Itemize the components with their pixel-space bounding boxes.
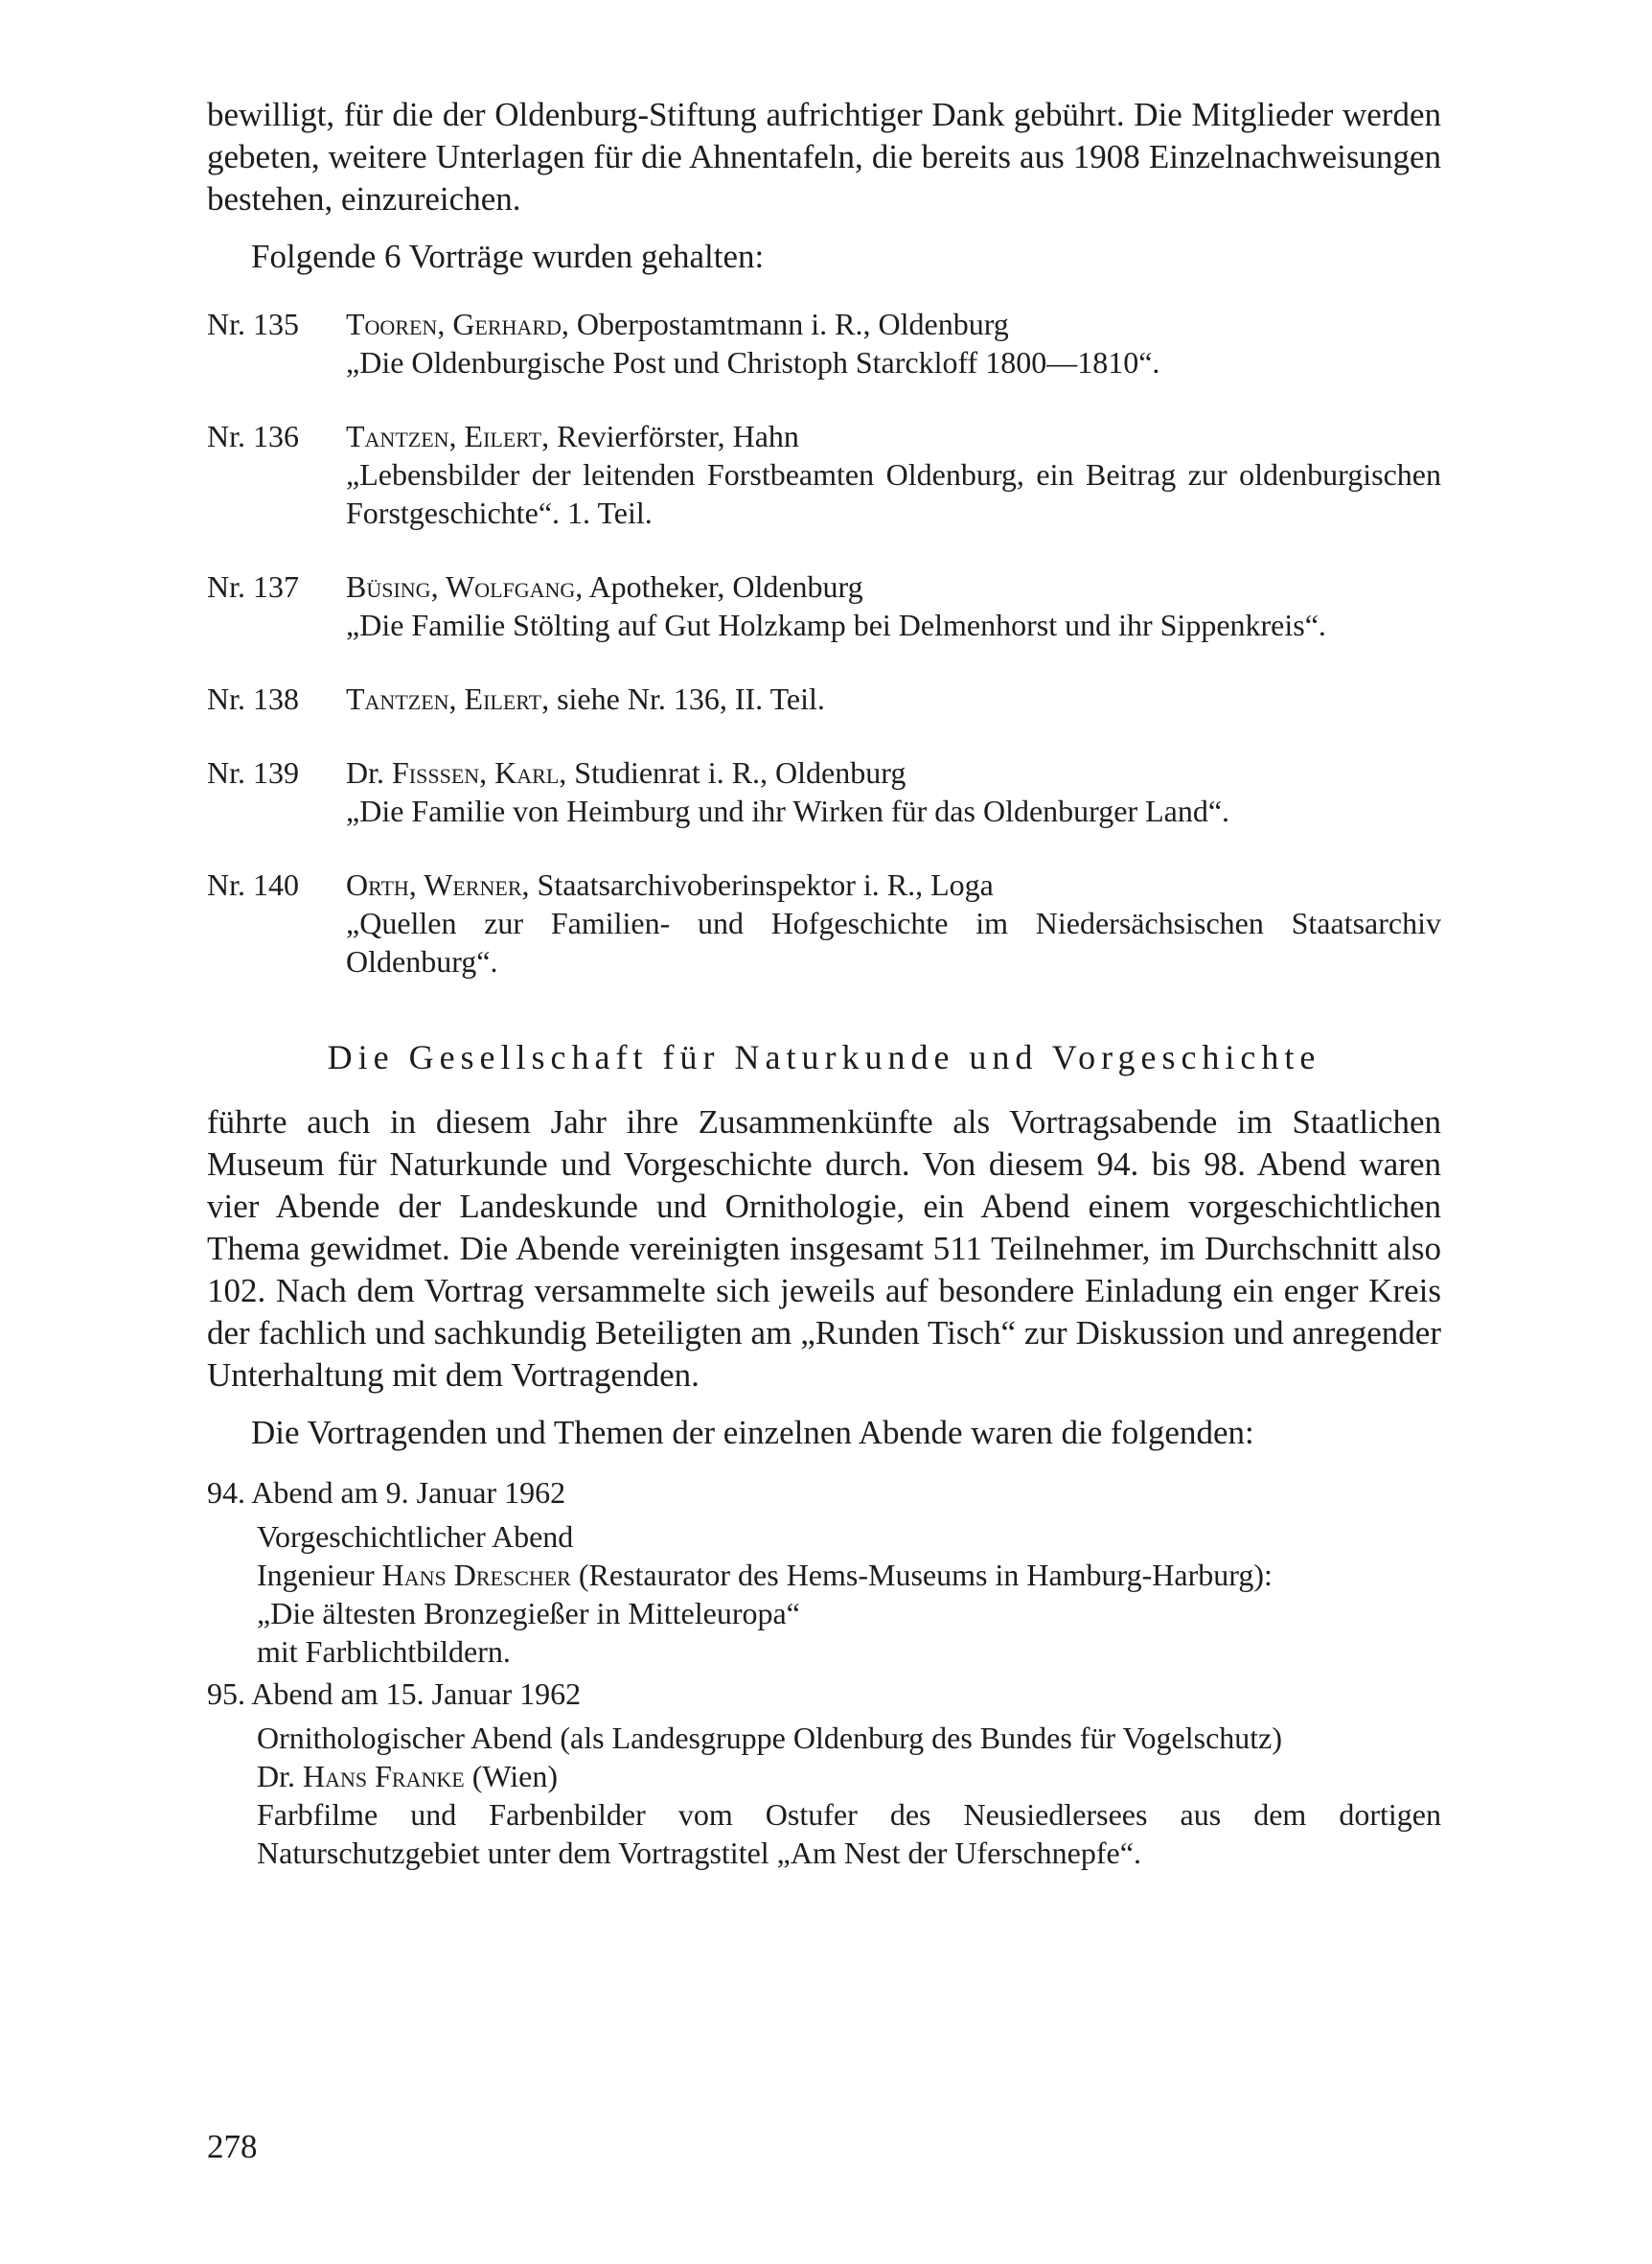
speaker-details: Staatsarchivoberinspektor i. R., Loga [529,867,994,902]
evening-list [207,1473,1441,1872]
lecture-item [207,305,1441,381]
lecture-title: „Quellen zur Familien- und Hofgeschichte im Niedersächsischen Staatsarchiv Oldenburg“. [346,906,1441,979]
evening-kind: Ornithologischer Abend (als Landesgruppe Oldenburg des Bundes für Vogelschutz) [257,1721,1283,1755]
evening-note: mit Farblichtbildern. [257,1634,511,1669]
section-heading: Die Gesellschaft für Naturkunde und Vorgeschichte [327,1038,1321,1076]
lecture-speaker [346,866,1441,904]
evening-note: Farbfilme und Farbenbilder vom Ostufer des Neusiedlersees aus dem dortigen Naturschutzgebiet unter dem Vortragstitel „Am Nest der Uferschnepfe“. [257,1797,1441,1870]
section-paragraph: führte auch in diesem Jahr ihre Zusammenkünfte als Vortragsabende im Staatlichen Museum für Naturkunde und Vorgeschichte durch. Von diesem 94. bis 98. Abend waren vier Abende der Landeskunde und Ornithologie, ein Abend einem vorgeschichtlichen Thema gewidmet. Die Abende vereinigten insgesamt 511 Teilnehmer, im Durchschnitt also 102. Nach dem Vortrag versammelte sich jeweils auf besondere Einladung ein enger Kreis der fachlich und sachkundig Beteiligten am „Runden Tisch“ zur Diskussion und anregender Unterhaltung mit dem Vortragenden. [207,1103,1441,1394]
speaker-name: Fisssen, Karl, [392,755,567,790]
speaker-name: Büsing, Wolfgang, [346,569,584,604]
lecture-speaker [346,305,1441,343]
evening-heading: 95. Abend am 15. Januar 1962 [207,1676,582,1711]
speaker-name: Orth, Werner, [346,867,530,902]
lecture-title: „Die Oldenburgische Post und Christoph Starckloff 1800—1810“. [346,345,1160,380]
lecture-item [207,866,1441,981]
speaker-prefix: Ingenieur [257,1558,382,1592]
lecture-title: „Die Familie Stölting auf Gut Holzkamp bei Delmenhorst und ihr Sippenkreis“. [346,608,1326,642]
lecture-title: „Lebensbilder der leitenden Forstbeamten Oldenburg, ein Beitrag zur oldenburgischen Forstgeschichte“. 1. Teil. [346,457,1441,530]
speaker-name: Hans Franke [303,1759,465,1793]
speaker-details: Apotheker, Oldenburg [583,569,863,604]
evenings-intro: Die Vortragenden und Themen der einzelnen Abende waren die folgenden: [251,1414,1254,1451]
lecture-number: Nr. 139 [207,755,299,790]
speaker-prefix: Dr. [346,755,392,790]
speaker-name: Tooren, Gerhard, [346,307,569,341]
evening-item [207,1675,1441,1872]
lecture-item [207,753,1441,830]
speaker-name: Tantzen, Eilert, [346,419,550,453]
lecture-item [207,417,1441,532]
page-content [207,94,1441,1876]
speaker-details: Oberpostamtmann i. R., Oldenburg [568,307,1009,341]
lecture-number: Nr. 140 [207,867,299,902]
lecture-item [207,680,1441,718]
lecture-title: „Die Familie von Heimburg und ihr Wirken für das Oldenburger Land“. [346,794,1230,828]
speaker-name: Hans Drescher [381,1558,571,1592]
speaker-details: (Wien) [464,1759,559,1793]
lecture-number: Nr. 138 [207,682,299,716]
evening-speaker [257,1556,1441,1594]
speaker-details: Studienrat i. R., Oldenburg [566,755,906,790]
evening-item [207,1473,1441,1671]
speaker-details: (Restaurator des Hems-Museums in Hamburg-Harburg): [570,1558,1273,1592]
evening-title: „Die ältesten Bronzegießer in Mitteleuropa“ [257,1596,800,1630]
intro-paragraph: bewilligt, für die der Oldenburg-Stiftung aufrichtiger Dank gebührt. Die Mitglieder werden gebeten, weitere Unterlagen für die Ahnentafeln, die bereits aus 1908 Einzelnachweisungen bestehen, einzureichen. [207,96,1441,218]
lecture-number: Nr. 137 [207,569,299,604]
speaker-details: Revierförster, Hahn [549,419,799,453]
speaker-prefix: Dr. [257,1759,303,1793]
lecture-speaker [346,567,1441,606]
lecture-number: Nr. 136 [207,419,299,453]
speaker-details: siehe Nr. 136, II. Teil. [549,682,825,716]
page-number: 278 [207,2128,258,2165]
lecture-item [207,567,1441,644]
lecture-list [207,305,1441,981]
lecture-speaker [346,417,1441,455]
lecture-speaker [346,753,1441,792]
lecture-number: Nr. 135 [207,307,299,341]
evening-heading: 94. Abend am 9. Januar 1962 [207,1475,566,1510]
evening-kind: Vorgeschichtlicher Abend [257,1519,574,1554]
lecture-speaker [346,680,1441,718]
lectures-intro: Folgende 6 Vorträge wurden gehalten: [251,238,765,275]
evening-speaker [257,1757,1441,1795]
speaker-name: Tantzen, Eilert, [346,682,550,716]
